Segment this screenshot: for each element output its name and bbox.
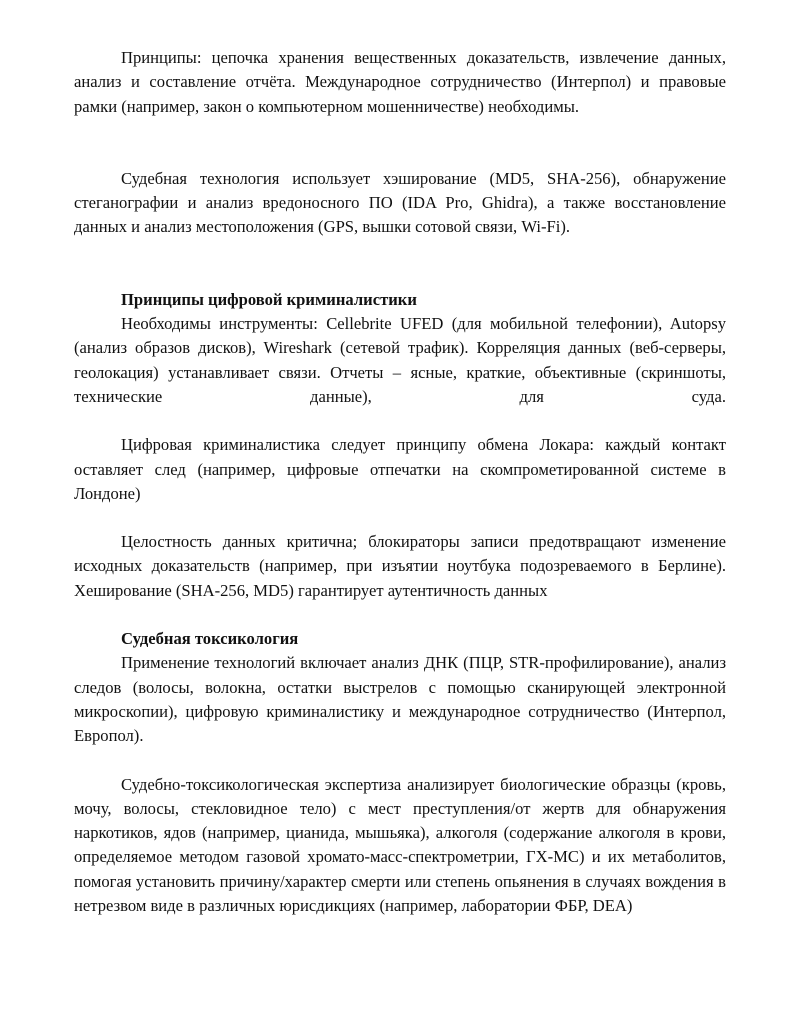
- paragraph-data-integrity: Целостность данных критична; блокираторы записи предотвращают изменение исходных доказательств (например, при изъятии ноутбука подозреваемого в Берлине). Хеширование (SHA-256, MD5) гарантирует аутентичность данных: [74, 532, 726, 600]
- heading-forensic-toxicology: Судебная токсикология: [121, 629, 299, 649]
- paragraph-forensic-technology: Судебная технология использует хэширование (MD5, SHA-256), обнаружение стеганографии и анализ вредоносного ПО (IDA Pro, Ghidra), а также восстановление данных и анализ местоположения (GPS, вышки сотовой связи, Wi-Fi).: [74, 168, 726, 237]
- heading-digital-forensics: Принципы цифровой криминалистики: [121, 289, 417, 309]
- paragraph-toxicology-examination: Судебно-токсикологическая экспертиза анализирует биологические образцы (кровь, мочу, волосы, стекловидное тело) с мест преступления/от жертв для обнаружения наркотиков, ядов (например, цианида, мышьяка), алкоголя (содержание алкоголя в крови, определяемое методом газовой хромато-масс-спектрометрии, ГХ-МС) и их метаболитов, помогая установить причину/характер смерти или степень опьянения в случаях вождения в нетрезвом виде в различных юрисдикциях (например, лаборатории ФБР, DEA): [74, 774, 726, 916]
- paragraph-technology-application: Применение технологий включает анализ ДНК (ПЦР, STR-профилирование), анализ следов (волосы, волокна, остатки выстрелов с помощью сканирующей электронной микроскопии), цифровую криминалистику и международное сотрудничество (Интерпол, Европол).: [74, 653, 726, 746]
- paragraph-principles: Принципы: цепочка хранения вещественных доказательств, извлечение данных, анализ и составление отчёта. Международное сотрудничество (Интерпол) и правовые рамки (например, закон о компьютерном мошенничестве) необходимы.: [74, 48, 726, 116]
- paragraph-locard-principle: Цифровая криминалистика следует принципу обмена Локара: каждый контакт оставляет след (например, цифровые отпечатки на скомпрометированной системе в Лондоне): [74, 435, 726, 503]
- paragraph-tools: Необходимы инструменты: Cellebrite UFED (для мобильной телефонии), Autopsy (анализ образов дисков), Wireshark (сетевой трафик). Корреляция данных (веб-серверы, геолокация) устанавливает связи. Отчеты – ясные, краткие, объективные (скриншоты, технические данные), для суда.: [74, 314, 726, 406]
- document-page: [74, 46, 726, 918]
